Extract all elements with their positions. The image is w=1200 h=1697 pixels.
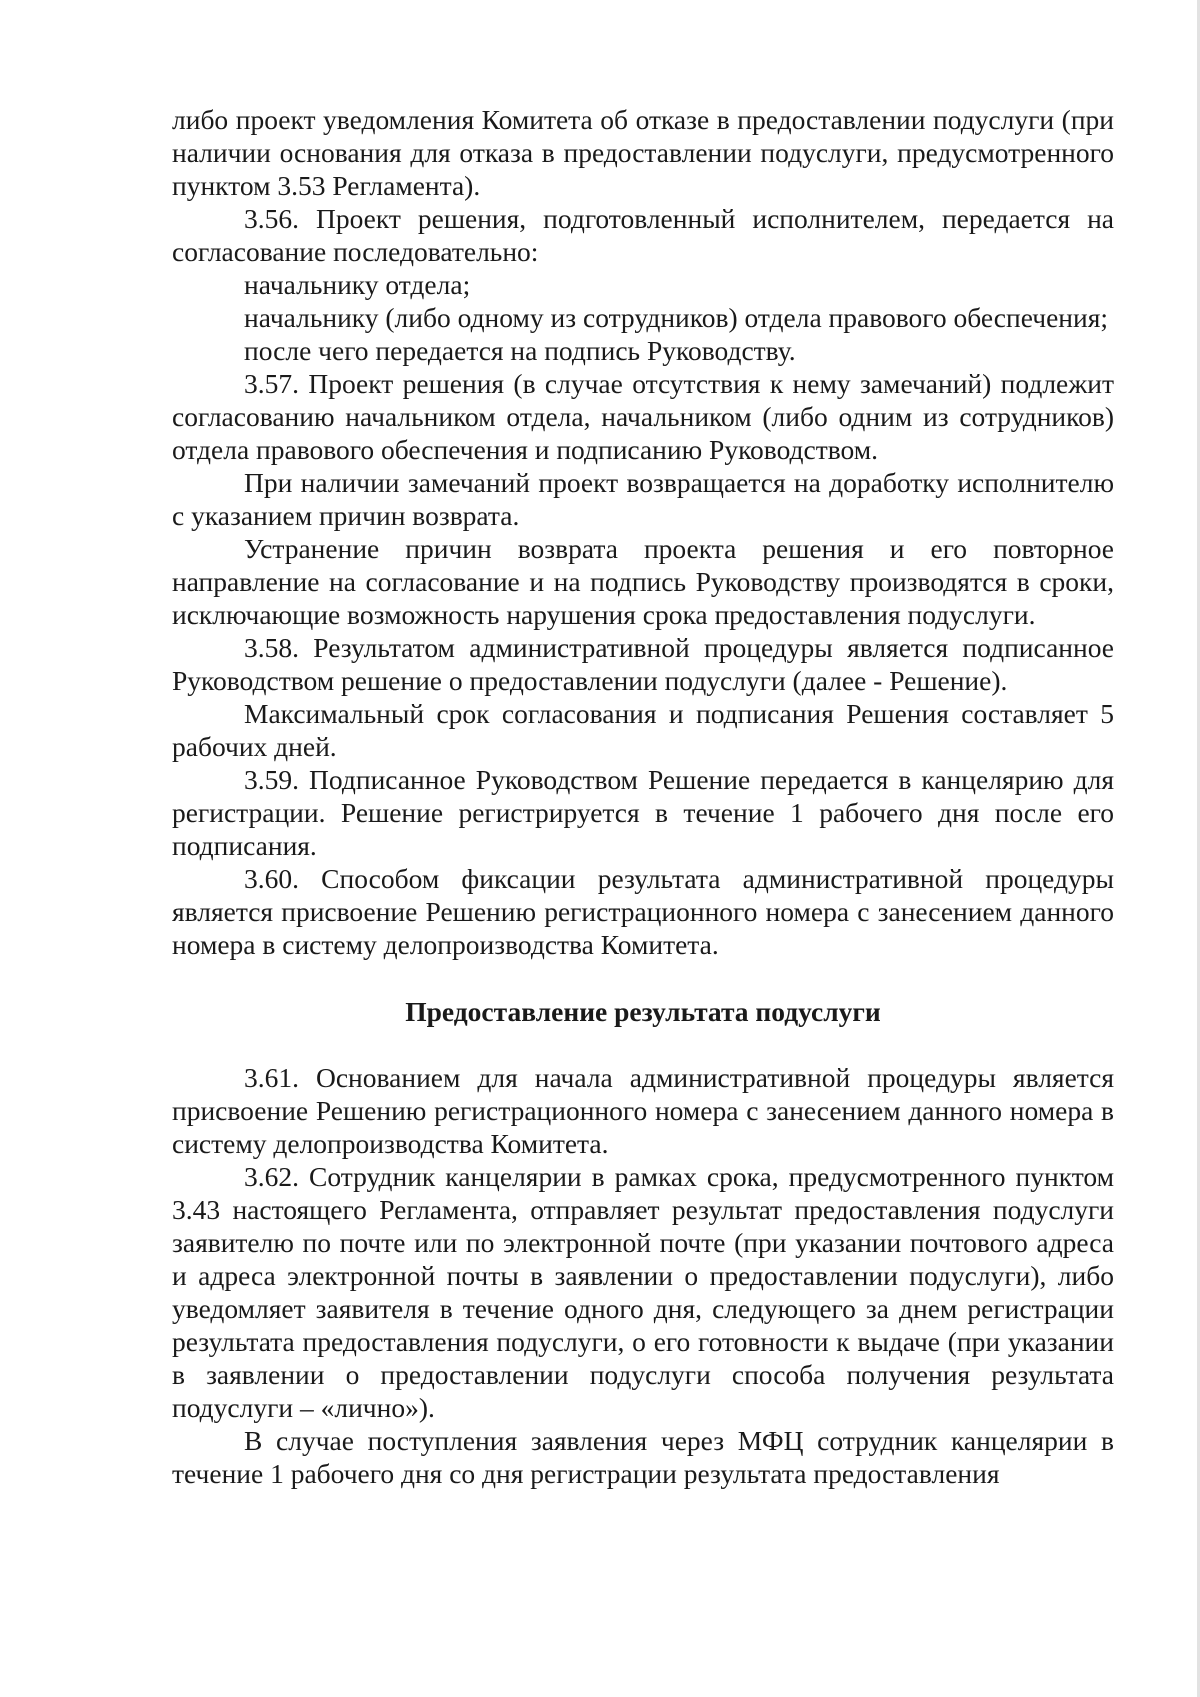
list-item-management-signature: после чего передается на подпись Руководству.: [244, 335, 796, 366]
paragraph-3-60: 3.60. Способом фиксации результата административной процедуры является присвоение Решению регистрационного номера с занесением данного номера в систему делопроизводства Комитета.: [172, 863, 1114, 960]
paragraph-3-57: 3.57. Проект решения (в случае отсутствия к нему замечаний) подлежит согласованию начальником отдела, начальником (либо одним из сотрудников) отдела правового обеспечения и подписанию Руководством.: [172, 368, 1114, 465]
paragraph-3-56: 3.56. Проект решения, подготовленный исполнителем, передается на согласование последовательно:: [172, 203, 1114, 267]
section-heading: Предоставление результата подуслуги: [405, 996, 881, 1027]
paragraph-3-58: 3.58. Результатом административной процедуры является подписанное Руководством решение о предоставлении подуслуги (далее - Решение).: [172, 632, 1114, 696]
paragraph-3-62: 3.62. Сотрудник канцелярии в рамках срока, предусмотренного пунктом 3.43 настоящего Регламента, отправляет результат предоставления подуслуги заявителю по почте или по электронной почте (при указании почтового адреса и адреса электронной почты в заявлении о предоставлении подуслуги), либо уведомляет заявителя в течение одного дня, следующего за днем регистрации результата предоставления подуслуги, о его готовности к выдаче (при указании в заявлении о предоставлении подуслуги способа получения результата подуслуги – «лично»).: [172, 1161, 1114, 1423]
list-item-department-head: начальнику отдела;: [244, 269, 471, 300]
list-item-legal-department: начальнику (либо одному из сотрудников) отдела правового обеспечения;: [244, 302, 1108, 333]
paragraph-mfc: В случае поступления заявления через МФЦ сотрудник канцелярии в течение 1 рабочего дня со дня регистрации результата предоставления: [172, 1425, 1114, 1489]
paragraph-max-term: Максимальный срок согласования и подписания Решения составляет 5 рабочих дней.: [172, 698, 1114, 762]
document-body: [172, 103, 1114, 1490]
paragraph-continuation: либо проект уведомления Комитета об отказе в предоставлении подуслуги (при наличии основания для отказа в предоставлении подуслуги, предусмотренного пунктом 3.53 Регламента).: [172, 104, 1114, 201]
paragraph-elimination: Устранение причин возврата проекта решения и его повторное направление на согласование и на подпись Руководству производятся в сроки, исключающие возможность нарушения срока предоставления подуслуги.: [172, 533, 1114, 630]
paragraph-remarks: При наличии замечаний проект возвращается на доработку исполнителю с указанием причин возврата.: [172, 467, 1114, 531]
paragraph-3-59: 3.59. Подписанное Руководством Решение передается в канцелярию для регистрации. Решение регистрируется в течение 1 рабочего дня после его подписания.: [172, 764, 1114, 861]
paragraph-3-61: 3.61. Основанием для начала административной процедуры является присвоение Решению регистрационного номера с занесением данного номера в систему делопроизводства Комитета.: [172, 1062, 1114, 1159]
